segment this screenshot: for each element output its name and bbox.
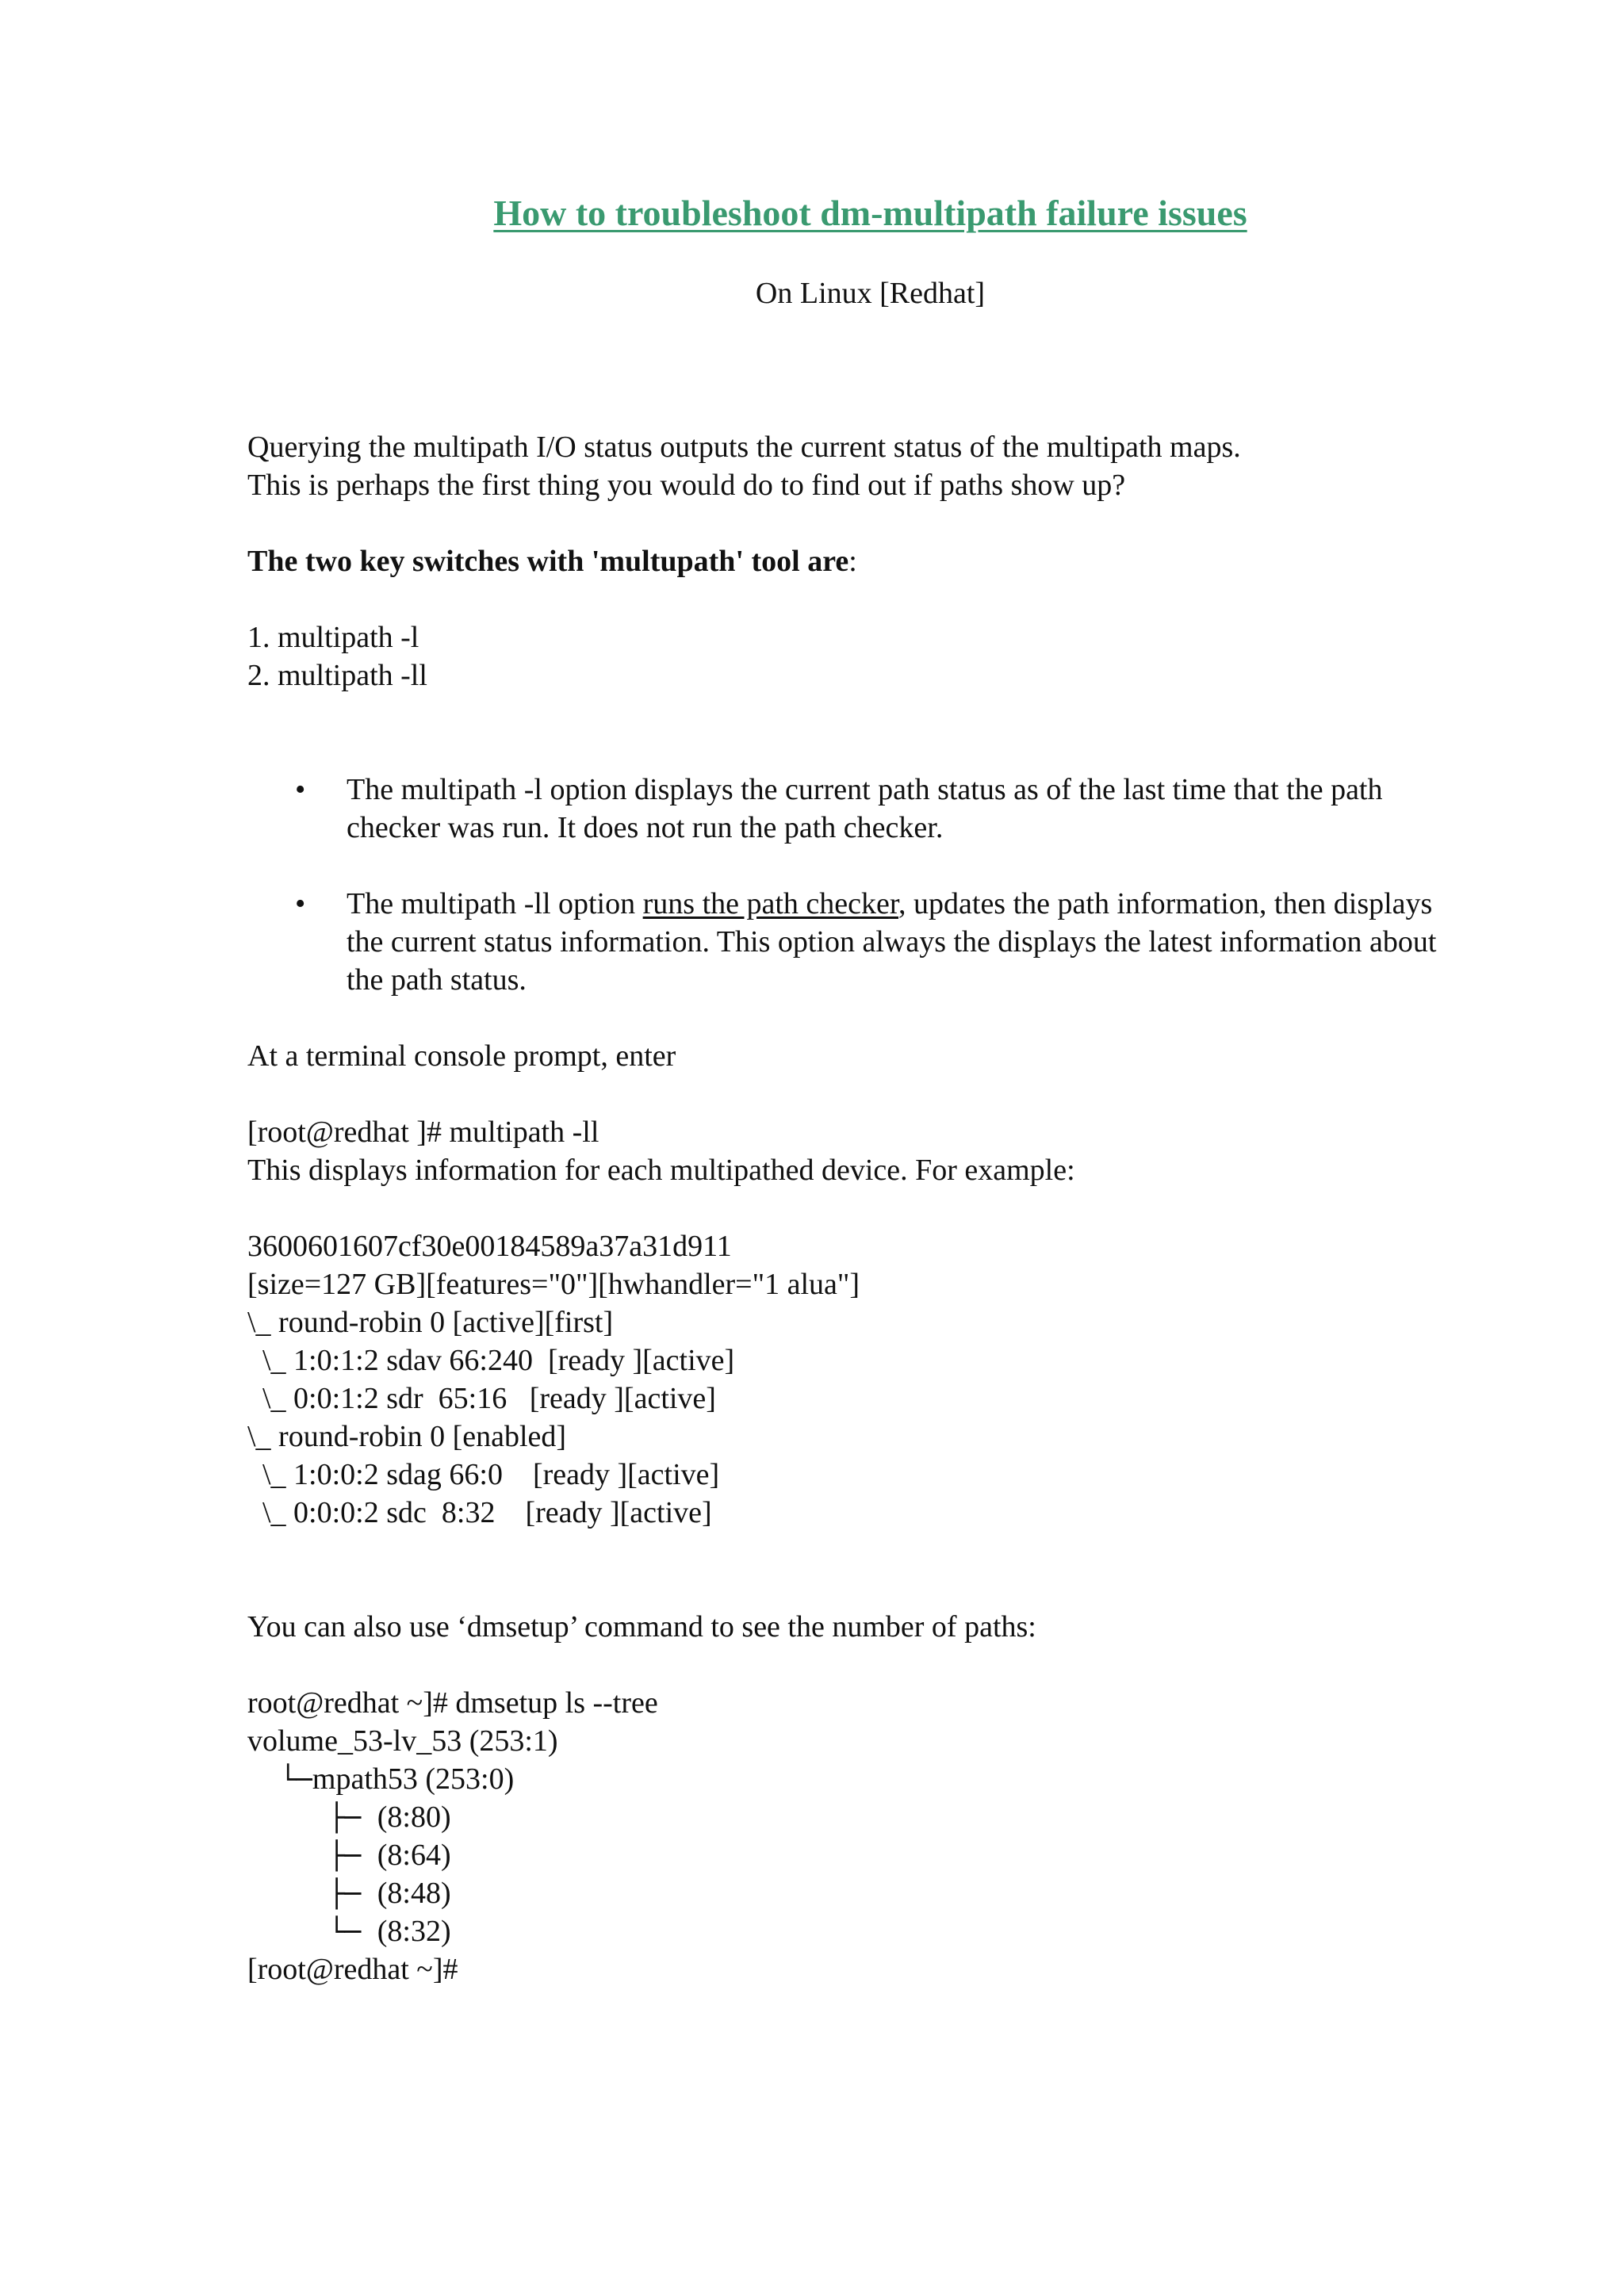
final-prompt: [root@redhat ~]# — [247, 1953, 458, 1986]
dmsetup-device-row — [247, 1798, 1437, 1836]
tree-branch-icon: ├─ — [247, 1840, 377, 1872]
bullet-item-1 — [247, 771, 1473, 847]
tree-branch-icon: ├─ — [247, 1878, 377, 1910]
bullet-text-1: The multipath -l option displays the current path status as of the last time that the path checker was run. It does not run the path checker. — [347, 773, 1383, 844]
switches-heading — [247, 542, 1437, 580]
dmsetup-device-row — [247, 1874, 1437, 1912]
dmsetup-output — [247, 1684, 1437, 1988]
bullet-list — [247, 771, 1437, 999]
dmsetup-device-row — [247, 1836, 1437, 1874]
output-line: \_ 1:0:1:2 sdav 66:240 [ready ][active] — [247, 1344, 735, 1377]
path-checker-link[interactable]: runs the path checker — [642, 887, 899, 920]
output-line: \_ round-robin 0 [active][first] — [247, 1306, 614, 1339]
tree-branch-icon: └─ — [247, 1764, 312, 1796]
bullet-2-after: , updates the path information, then displays the current status information. This option always the displays the latest information about the path status. — [347, 887, 1437, 997]
dmsetup-command: root@redhat ~]# dmsetup ls --tree — [247, 1686, 658, 1720]
dmsetup-device: (8:32) — [377, 1915, 451, 1948]
intro-line-1: Querying the multipath I/O status outputs the current status of the multipath maps. — [247, 430, 1241, 464]
dmsetup-mpath-row — [247, 1760, 1437, 1798]
bullet-dot-icon: • — [295, 773, 306, 806]
bullet-item-2 — [247, 885, 1473, 999]
output-line: \_ 1:0:0:2 sdag 66:0 [ready ][active] — [247, 1458, 720, 1491]
multipath-output — [247, 1227, 1437, 1532]
bullet-text-2 — [347, 885, 1473, 999]
prompt-intro: At a terminal console prompt, enter — [247, 1039, 676, 1073]
switches-heading-bold: The two key switches with 'multupath' tool are — [247, 545, 849, 578]
output-line: [size=127 GB][features="0"][hwhandler="1 alua"] — [247, 1268, 860, 1301]
output-line: \_ round-robin 0 [enabled] — [247, 1420, 567, 1453]
command-multipath-desc: This displays information for each multipathed device. For example: — [247, 1154, 1075, 1187]
dmsetup-device-row — [247, 1912, 1437, 1950]
output-line: 3600601607cf30e00184589a37a31d911 — [247, 1230, 732, 1263]
tree-branch-icon: └─ — [247, 1916, 377, 1948]
switch-item-1: 1. multipath -l — [247, 621, 419, 654]
switch-item-2: 2. multipath -ll — [247, 659, 427, 692]
bullet-2-before: The multipath -ll option — [347, 887, 643, 920]
document-title: How to troubleshoot dm-multipath failure issues — [493, 193, 1247, 233]
output-line: \_ 0:0:0:2 sdc 8:32 [ready ][active] — [247, 1496, 712, 1529]
command-multipath: [root@redhat ]# multipath -ll — [247, 1115, 599, 1149]
bullet-dot-icon: • — [295, 887, 306, 920]
dmsetup-volume: volume_53-lv_53 (253:1) — [247, 1724, 558, 1758]
output-line: \_ 0:0:1:2 sdr 65:16 [ready ][active] — [247, 1382, 716, 1415]
switches-heading-colon: : — [848, 545, 857, 578]
dmsetup-device: (8:80) — [377, 1800, 451, 1834]
dmsetup-device: (8:48) — [377, 1877, 451, 1910]
document-subtitle: On Linux [Redhat] — [755, 277, 986, 310]
intro-line-2: This is perhaps the first thing you would do to find out if paths show up? — [247, 469, 1126, 502]
dmsetup-device: (8:64) — [377, 1839, 451, 1872]
dmsetup-mpath: mpath53 (253:0) — [312, 1762, 515, 1796]
tree-branch-icon: ├─ — [247, 1802, 377, 1834]
dmsetup-intro: You can also use ‘dmsetup’ command to see the number of paths: — [247, 1610, 1036, 1644]
document-body — [247, 428, 1437, 1988]
